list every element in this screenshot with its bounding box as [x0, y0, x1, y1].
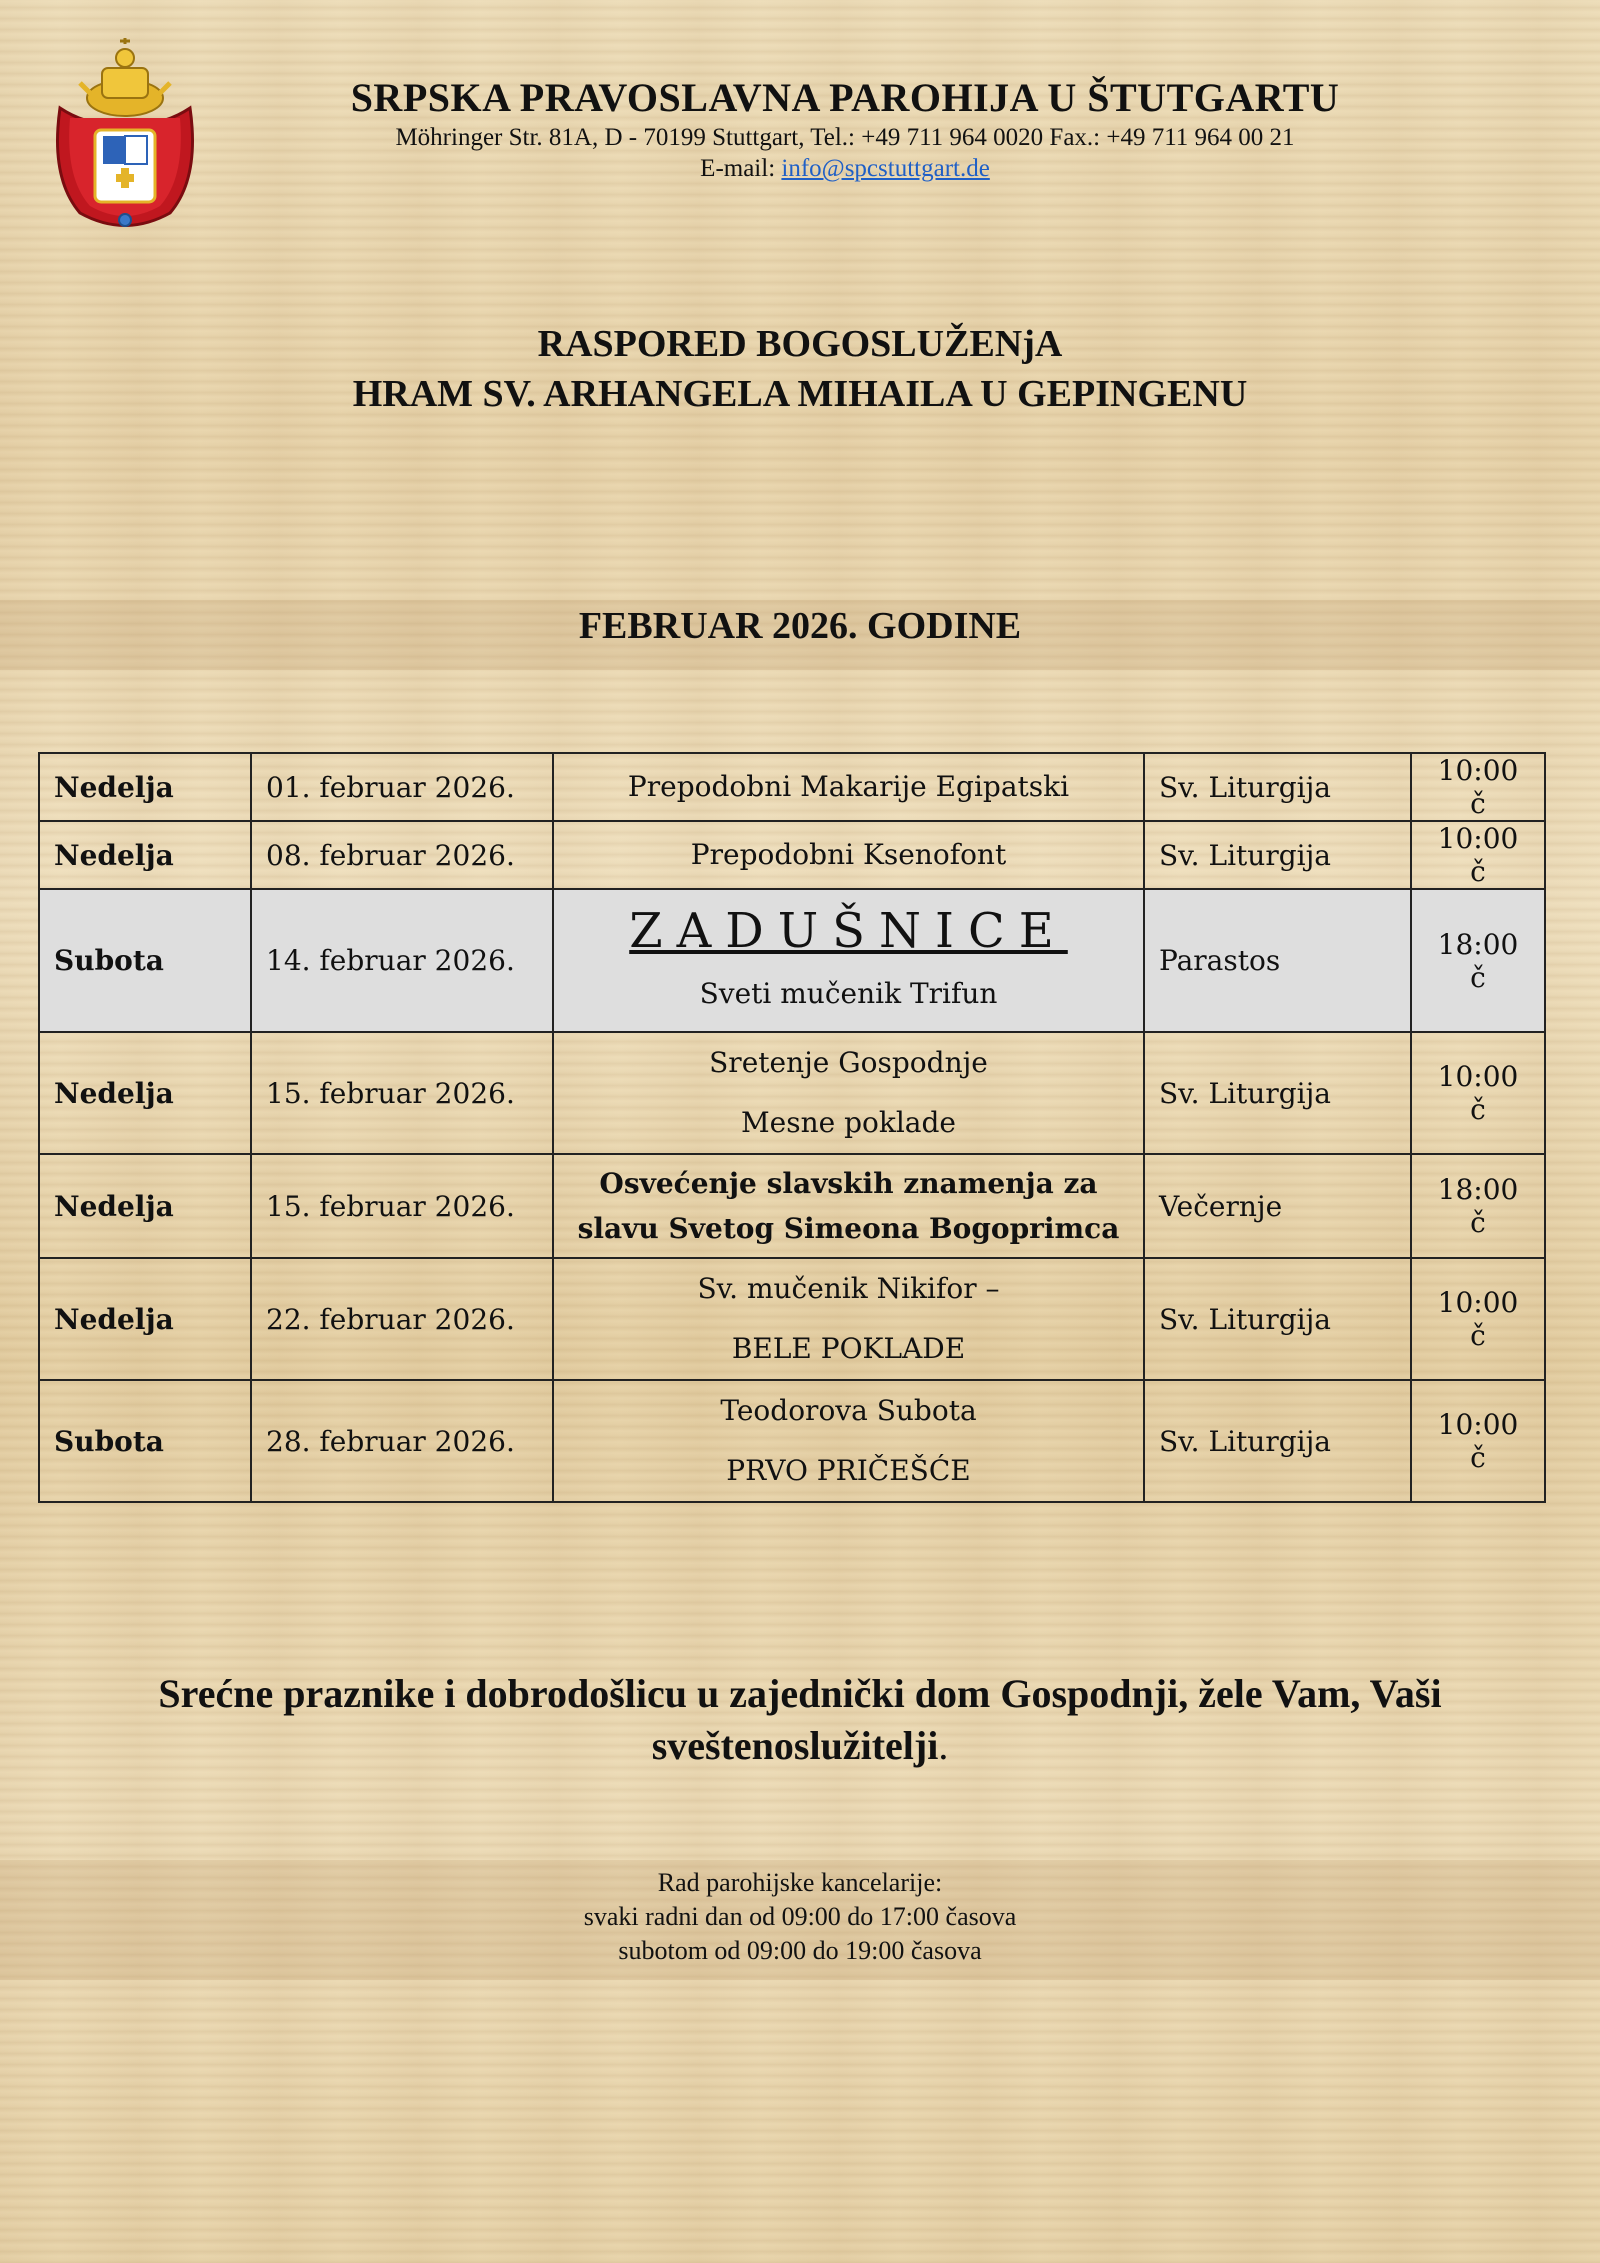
- date-cell: 15. februar 2026.: [251, 1032, 553, 1154]
- greeting-text: Srećne praznike i dobrodošlicu u zajednički dom Gospodnji, žele Vam, Vaši sveštenoslužitelji: [158, 1671, 1442, 1768]
- day-cell: Nedelja: [39, 753, 251, 821]
- table-row: [39, 753, 1545, 821]
- date-cell: 14. februar 2026.: [251, 889, 553, 1032]
- description-cell: [553, 1154, 1144, 1258]
- office-hours-weekday: svaki radni dan od 09:00 do 17:00 časova: [583, 1902, 1017, 1931]
- office-hours-title: Rad parohijske kancelarije:: [657, 1868, 943, 1897]
- page-title: RASPORED BOGOSLUŽENjA: [537, 323, 1063, 365]
- email-link[interactable]: info@spcstuttgart.de: [781, 155, 990, 182]
- description-cell: [553, 889, 1144, 1032]
- description-cell: [553, 1032, 1144, 1154]
- description-line: Sretenje Gospodnje: [709, 1046, 988, 1079]
- greeting-period: .: [938, 1723, 949, 1768]
- table-row: [39, 821, 1545, 889]
- page-subtitle: HRAM SV. ARHANGELA MIHAILA U GEPINGENU: [352, 373, 1248, 415]
- table-row: [39, 1032, 1545, 1154]
- parish-email-line: [230, 155, 1460, 183]
- table-row: [39, 1380, 1545, 1502]
- date-cell: 28. februar 2026.: [251, 1380, 553, 1502]
- parish-address: Möhringer Str. 81A, D - 70199 Stuttgart, Tel.: +49 711 964 0020 Fax.: +49 711 964 00 21: [395, 124, 1295, 151]
- description-line: BELE POKLADE: [731, 1332, 966, 1365]
- schedule-table: [38, 752, 1546, 1503]
- time-cell: 10:00 č: [1411, 1380, 1545, 1502]
- description-line: slavu Svetog Simeona Bogoprimca: [577, 1212, 1120, 1245]
- table-row-highlighted: [39, 889, 1545, 1032]
- time-cell: 10:00 č: [1411, 753, 1545, 821]
- description-line: Osvećenje slavskih znamenja za: [599, 1167, 1098, 1200]
- date-cell: 22. februar 2026.: [251, 1258, 553, 1380]
- date-cell: 01. februar 2026.: [251, 753, 553, 821]
- email-label: E-mail:: [700, 155, 782, 182]
- service-cell: Sv. Liturgija: [1144, 753, 1411, 821]
- service-cell: Sv. Liturgija: [1144, 1032, 1411, 1154]
- day-cell: Nedelja: [39, 821, 251, 889]
- month-heading: FEBRUAR 2026. GODINE: [578, 605, 1022, 647]
- table-row: [39, 1154, 1545, 1258]
- description-cell: Prepodobni Ksenofont: [553, 821, 1144, 889]
- description-line: Sveti mučenik Trifun: [699, 976, 998, 1010]
- zadusnice-heading: ZADUŠNICE: [629, 902, 1068, 959]
- description-line: Sv. mučenik Nikifor –: [697, 1272, 1000, 1305]
- day-cell: Nedelja: [39, 1154, 251, 1258]
- description-line: PRVO PRIČEŠĆE: [726, 1454, 971, 1487]
- service-cell: Večernje: [1144, 1154, 1411, 1258]
- coat-of-arms-icon: [40, 38, 210, 238]
- service-cell: Sv. Liturgija: [1144, 821, 1411, 889]
- time-cell: 18:00 č: [1411, 1154, 1545, 1258]
- office-hours: [0, 1866, 1600, 1968]
- parish-name: SRPSKA PRAVOSLAVNA PAROHIJA U ŠTUTGARTU: [350, 75, 1340, 120]
- description-line: Mesne poklade: [740, 1106, 956, 1139]
- description-cell: [553, 1258, 1144, 1380]
- date-cell: 08. februar 2026.: [251, 821, 553, 889]
- service-cell: Parastos: [1144, 889, 1411, 1032]
- day-cell: Nedelja: [39, 1258, 251, 1380]
- table-row: [39, 1258, 1545, 1380]
- service-cell: Sv. Liturgija: [1144, 1380, 1411, 1502]
- day-cell: Subota: [39, 889, 251, 1032]
- service-cell: Sv. Liturgija: [1144, 1258, 1411, 1380]
- greeting-message: [80, 1668, 1520, 1772]
- time-cell: 10:00 č: [1411, 1258, 1545, 1380]
- date-cell: 15. februar 2026.: [251, 1154, 553, 1258]
- office-hours-saturday: subotom od 09:00 do 19:00 časova: [618, 1936, 982, 1965]
- day-cell: Nedelja: [39, 1032, 251, 1154]
- time-cell: 10:00 č: [1411, 1032, 1545, 1154]
- time-cell: 18:00 č: [1411, 889, 1545, 1032]
- description-cell: [553, 1380, 1144, 1502]
- time-cell: 10:00 č: [1411, 821, 1545, 889]
- description-line: Teodorova Subota: [720, 1394, 977, 1427]
- day-cell: Subota: [39, 1380, 251, 1502]
- description-cell: Prepodobni Makarije Egipatski: [553, 753, 1144, 821]
